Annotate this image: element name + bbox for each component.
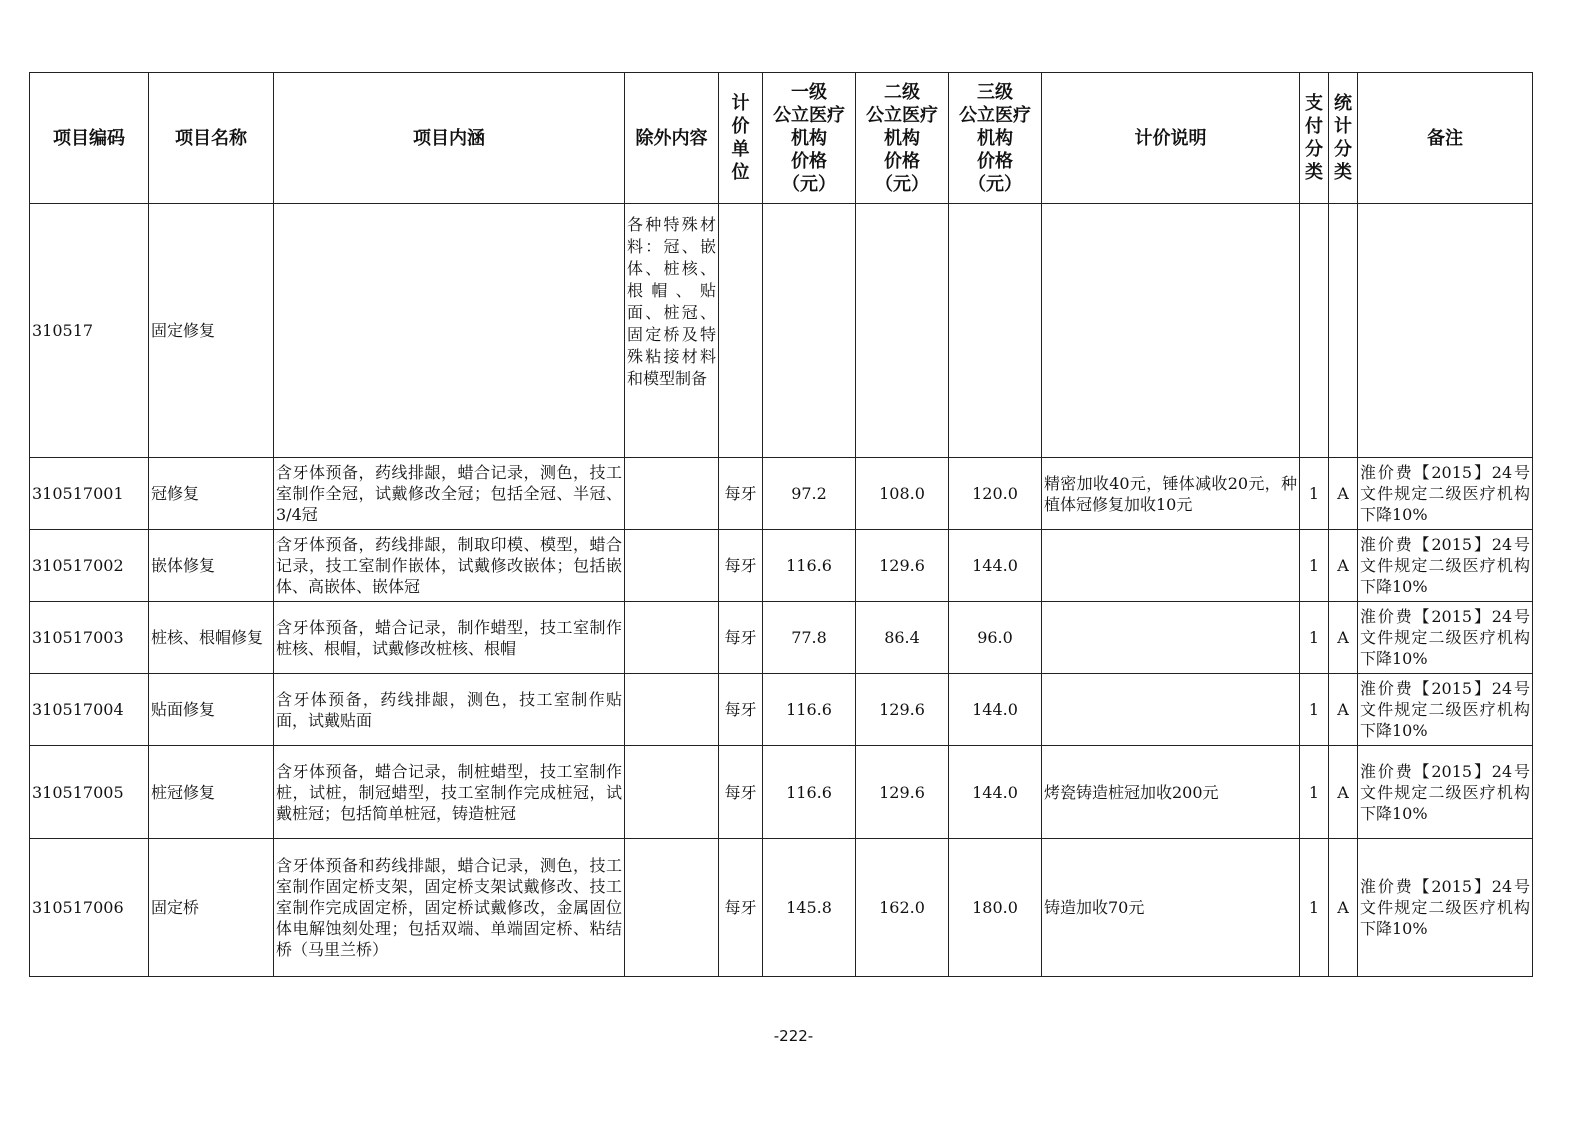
cell-price2: 129.6 bbox=[856, 746, 949, 839]
header-price-level1 bbox=[763, 73, 856, 204]
cell-remark: 淮价费【2015】24号文件规定二级医疗机构下降10% bbox=[1358, 839, 1533, 977]
cell-note bbox=[1042, 602, 1300, 674]
header-payment-line: 付 bbox=[1305, 116, 1323, 137]
cell-payment: 1 bbox=[1300, 602, 1329, 674]
table-row bbox=[30, 674, 1533, 746]
header-price1-line: 价格 bbox=[791, 150, 827, 172]
price-table bbox=[29, 72, 1533, 977]
cell-remark: 淮价费【2015】24号文件规定二级医疗机构下降10% bbox=[1358, 674, 1533, 746]
cell-stat: A bbox=[1329, 746, 1358, 839]
header-unit-line: 计 bbox=[731, 93, 750, 114]
cell-remark: 淮价费【2015】24号文件规定二级医疗机构下降10% bbox=[1358, 746, 1533, 839]
header-price2-line: 机构 bbox=[884, 127, 920, 149]
cell-price2: 129.6 bbox=[856, 530, 949, 602]
cell-stat: A bbox=[1329, 530, 1358, 602]
header-unit-line: 单 bbox=[731, 139, 750, 160]
cell-name: 固定修复 bbox=[149, 204, 274, 458]
cell-price2: 86.4 bbox=[856, 602, 949, 674]
table-row bbox=[30, 746, 1533, 839]
cell-payment: 1 bbox=[1300, 530, 1329, 602]
cell-excluded: 各种特殊材料：冠、嵌体、桩核、根帽、贴面、桩冠、固定桥及特殊粘接材料和模型制备 bbox=[625, 204, 719, 458]
cell-code: 310517001 bbox=[30, 458, 149, 530]
cell-unit: 每牙 bbox=[719, 458, 763, 530]
cell-excluded bbox=[625, 839, 719, 977]
cell-code: 310517004 bbox=[30, 674, 149, 746]
header-stat-line: 类 bbox=[1334, 162, 1352, 183]
header-stat-line: 统 bbox=[1334, 93, 1352, 114]
table-row bbox=[30, 458, 1533, 530]
cell-stat: A bbox=[1329, 602, 1358, 674]
header-price3-line: （元） bbox=[968, 173, 1022, 195]
cell-price2: 129.6 bbox=[856, 674, 949, 746]
cell-name: 桩冠修复 bbox=[149, 746, 274, 839]
header-payment bbox=[1300, 73, 1329, 204]
header-stat-line: 分 bbox=[1334, 139, 1352, 160]
cell-content: 含牙体预备，蜡合记录，制作蜡型，技工室制作桩核、根帽，试戴修改桩核、根帽 bbox=[274, 602, 625, 674]
cell-payment: 1 bbox=[1300, 746, 1329, 839]
cell-remark: 淮价费【2015】24号文件规定二级医疗机构下降10% bbox=[1358, 530, 1533, 602]
header-payment-line: 类 bbox=[1305, 162, 1323, 183]
cell-name: 冠修复 bbox=[149, 458, 274, 530]
cell-price1: 116.6 bbox=[763, 674, 856, 746]
cell-code: 310517006 bbox=[30, 839, 149, 977]
header-price-level2 bbox=[856, 73, 949, 204]
cell-price3: 180.0 bbox=[949, 839, 1042, 977]
header-price2-line: 二级 bbox=[884, 81, 920, 103]
cell-unit: 每牙 bbox=[719, 530, 763, 602]
cell-excluded bbox=[625, 746, 719, 839]
cell-code: 310517003 bbox=[30, 602, 149, 674]
cell-note: 精密加收40元，锤体减收20元，种植体冠修复加收10元 bbox=[1042, 458, 1300, 530]
header-name: 项目名称 bbox=[149, 73, 274, 204]
header-pricing-note: 计价说明 bbox=[1042, 73, 1300, 204]
cell-content: 含牙体预备，蜡合记录，制桩蜡型，技工室制作桩，试桩，制冠蜡型，技工室制作完成桩冠，试戴桩冠；包括简单桩冠，铸造桩冠 bbox=[274, 746, 625, 839]
cell-code: 310517002 bbox=[30, 530, 149, 602]
header-unit-line: 位 bbox=[731, 162, 750, 183]
cell-note: 铸造加收70元 bbox=[1042, 839, 1300, 977]
header-price3-line: 公立医疗 bbox=[959, 104, 1031, 126]
cell-excluded bbox=[625, 602, 719, 674]
cell-payment: 1 bbox=[1300, 674, 1329, 746]
cell-price2: 108.0 bbox=[856, 458, 949, 530]
cell-price1: 116.6 bbox=[763, 746, 856, 839]
cell-unit: 每牙 bbox=[719, 602, 763, 674]
cell-price3: 144.0 bbox=[949, 674, 1042, 746]
header-price1-line: 机构 bbox=[791, 127, 827, 149]
cell-price1: 116.6 bbox=[763, 530, 856, 602]
cell-price1 bbox=[763, 204, 856, 458]
header-remark: 备注 bbox=[1358, 73, 1533, 204]
header-price1-line: 公立医疗 bbox=[773, 104, 845, 126]
cell-price3: 144.0 bbox=[949, 530, 1042, 602]
cell-price3: 96.0 bbox=[949, 602, 1042, 674]
table-row bbox=[30, 530, 1533, 602]
cell-excluded bbox=[625, 458, 719, 530]
header-price3-line: 三级 bbox=[977, 81, 1013, 103]
table-row bbox=[30, 204, 1533, 458]
cell-content: 含牙体预备和药线排龈，蜡合记录，测色，技工室制作固定桥支架，固定桥支架试戴修改、技工室制作完成固定桥，固定桥试戴修改，金属固位体电解蚀刻处理；包括双端、单端固定桥、粘结桥（马里兰桥） bbox=[274, 839, 625, 977]
cell-code: 310517 bbox=[30, 204, 149, 458]
header-code: 项目编码 bbox=[30, 73, 149, 204]
cell-stat: A bbox=[1329, 458, 1358, 530]
cell-price1: 145.8 bbox=[763, 839, 856, 977]
cell-unit: 每牙 bbox=[719, 839, 763, 977]
header-price1-line: （元） bbox=[782, 173, 836, 195]
cell-price2 bbox=[856, 204, 949, 458]
cell-unit: 每牙 bbox=[719, 674, 763, 746]
cell-unit: 每牙 bbox=[719, 746, 763, 839]
cell-code: 310517005 bbox=[30, 746, 149, 839]
cell-note bbox=[1042, 204, 1300, 458]
cell-name: 固定桥 bbox=[149, 839, 274, 977]
cell-payment: 1 bbox=[1300, 458, 1329, 530]
header-price1-line: 一级 bbox=[791, 81, 827, 103]
cell-price3 bbox=[949, 204, 1042, 458]
cell-payment: 1 bbox=[1300, 839, 1329, 977]
cell-name: 贴面修复 bbox=[149, 674, 274, 746]
header-price-level3 bbox=[949, 73, 1042, 204]
header-excluded: 除外内容 bbox=[625, 73, 719, 204]
page-number: -222- bbox=[773, 1027, 814, 1045]
header-unit bbox=[719, 73, 763, 204]
cell-stat bbox=[1329, 204, 1358, 458]
cell-content: 含牙体预备，药线排龈，蜡合记录，测色，技工室制作全冠，试戴修改全冠；包括全冠、半冠、3/4冠 bbox=[274, 458, 625, 530]
cell-note bbox=[1042, 530, 1300, 602]
cell-name: 桩核、根帽修复 bbox=[149, 602, 274, 674]
header-payment-line: 支 bbox=[1305, 93, 1323, 114]
header-price2-line: （元） bbox=[875, 173, 929, 195]
header-content: 项目内涵 bbox=[274, 73, 625, 204]
cell-note bbox=[1042, 674, 1300, 746]
table-row bbox=[30, 602, 1533, 674]
header-stat-line: 计 bbox=[1334, 116, 1352, 137]
header-row bbox=[30, 73, 1533, 204]
cell-price1: 97.2 bbox=[763, 458, 856, 530]
header-price3-line: 机构 bbox=[977, 127, 1013, 149]
header-unit-line: 价 bbox=[731, 116, 750, 137]
cell-excluded bbox=[625, 674, 719, 746]
cell-name: 嵌体修复 bbox=[149, 530, 274, 602]
cell-remark: 淮价费【2015】24号文件规定二级医疗机构下降10% bbox=[1358, 602, 1533, 674]
cell-price3: 144.0 bbox=[949, 746, 1042, 839]
table-row bbox=[30, 839, 1533, 977]
cell-remark bbox=[1358, 204, 1533, 458]
cell-payment bbox=[1300, 204, 1329, 458]
cell-stat: A bbox=[1329, 674, 1358, 746]
header-price2-line: 公立医疗 bbox=[866, 104, 938, 126]
cell-price2: 162.0 bbox=[856, 839, 949, 977]
header-stat bbox=[1329, 73, 1358, 204]
cell-content: 含牙体预备，药线排龈，制取印模、模型，蜡合记录，技工室制作嵌体，试戴修改嵌体；包括嵌体、高嵌体、嵌体冠 bbox=[274, 530, 625, 602]
cell-content: 含牙体预备，药线排龈，测色，技工室制作贴面，试戴贴面 bbox=[274, 674, 625, 746]
header-payment-line: 分 bbox=[1305, 139, 1323, 160]
cell-excluded bbox=[625, 530, 719, 602]
cell-note: 烤瓷铸造桩冠加收200元 bbox=[1042, 746, 1300, 839]
cell-unit bbox=[719, 204, 763, 458]
cell-price1: 77.8 bbox=[763, 602, 856, 674]
header-price2-line: 价格 bbox=[884, 150, 920, 172]
cell-content bbox=[274, 204, 625, 458]
header-price3-line: 价格 bbox=[977, 150, 1013, 172]
cell-remark: 淮价费【2015】24号文件规定二级医疗机构下降10% bbox=[1358, 458, 1533, 530]
cell-price3: 120.0 bbox=[949, 458, 1042, 530]
cell-stat: A bbox=[1329, 839, 1358, 977]
